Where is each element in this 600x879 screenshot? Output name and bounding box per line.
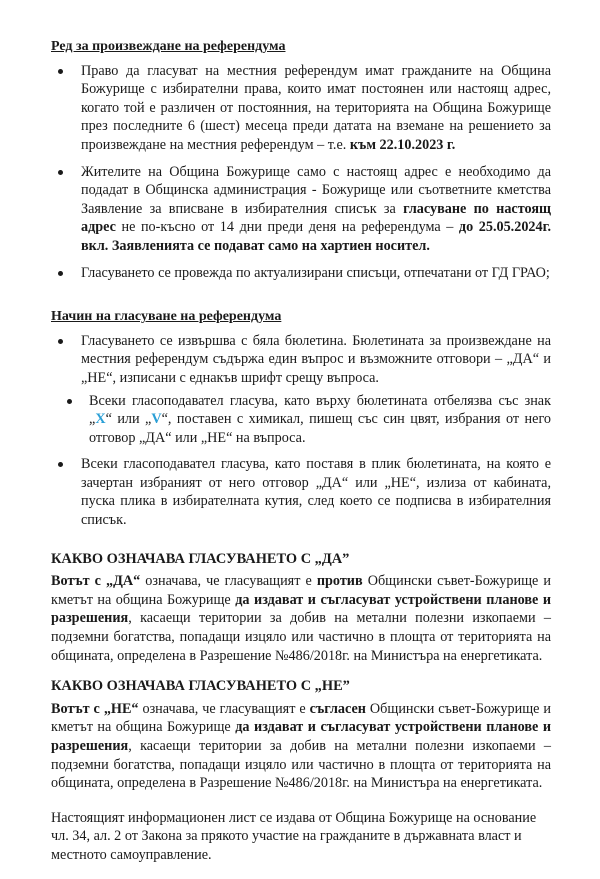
no-vote-heading: КАКВО ОЗНАЧАВА ГЛАСУВАНЕТО С „НЕ” [51,678,350,695]
yes-vote-paragraph: Вотът с „ДА“ означава, че гласуващият е против Общински съвет-Божурище и кметът на община Божурище да издават и съгласуват устройствени планове и разрешения, касаещи територии за добив на метални полезни изкопаеми – подземни богатства, попадащи изцяло или частично в площта от територията на общината, определена в Разрешение №486/2018г. на Министъра на енергетиката. [51,573,551,664]
list-item: Всеки гласоподавател гласува, като върху бюлетината отбелязва със знак „X“ или „V“, поставен с химикал, пишещ със син цвят, избрания от него отговор „ДА“ или „НЕ“ на въпроса. [51,392,551,448]
section-heading-procedure: Ред за произвеждане на референдума [51,39,286,54]
bullet-icon [58,339,63,344]
bullet-icon [58,170,63,175]
no-vote-paragraph: Вотът с „НЕ“ означава, че гласуващият е съгласен Общински съвет-Божурище и кметът на община Божурище да издават и съгласуват устройствени планове и разрешения, касаещи територии за добив на метални полезни изкопаеми – подземни богатства, попадащи изцяло или частично в площта от територията на общината, определена в Разрешение №486/2018г. на Министъра на енергетиката. [51,700,551,792]
document-page [51,38,551,879]
list-item: Жителите на Община Божурище само с настоящ адрес е необходимо да подадат в Общинска администрация - Божурище или съответните кметства Заявление за вписване в избирателния списък за гласуване по настоящ адрес не по-късно от 14 дни преди деня на референдума – до 25.05.2024г. вкл. Заявленията се подават само на хартиен носител. [51,163,551,256]
list-item: Право да гласуват на местния референдум имат гражданите на Община Божурище с избирателни права, които имат постоянен или настоящ адрес, когато той е различен от постоянния, на територията на Община Божурище през последните 6 (шест) месеца преди датата на вземане на решението за произвеждане на местния референдум – т.е. към 22.10.2023 г. [51,62,551,155]
list-item: Гласуването се провежда по актуализирани списъци, отпечатани от ГД ГРАО; [51,264,551,283]
section-heading-voting-method: Начин на гласуване на референдума [51,309,282,325]
list-item: Гласуването се извършва с бяла бюлетина. Бюлетината за произвеждане на местния референдум съдържа един въпрос и възможните отговори – „ДА“ и „НЕ“, изписани с еднакъв шрифт срещу въпроса. [51,332,551,388]
list-item: Всеки гласоподавател гласува, като поставя в плик бюлетината, на която е зачертан избраният от него отговор „ДА“ или „НЕ“, излиза от кабината, пуска плика в избирателната кутия, след което се подписва в избирателния списък. [51,455,551,529]
bullet-icon [58,271,63,276]
bullet-icon [58,462,63,467]
yes-vote-heading: КАКВО ОЗНАЧАВА ГЛАСУВАНЕТО С „ДА” [51,550,350,567]
bullet-icon [67,399,72,404]
procedure-list [51,62,551,283]
mark-x: X [95,411,106,428]
footer-note: Настоящият информационен лист се издава от Община Божурище на основание чл. 34, ал. 2 от Закона за прякото участие на гражданите в държавната власт и местното самоуправление. [51,809,537,863]
bullet-icon [58,69,63,74]
mark-v: V [151,411,162,428]
voting-method-list [51,332,551,530]
